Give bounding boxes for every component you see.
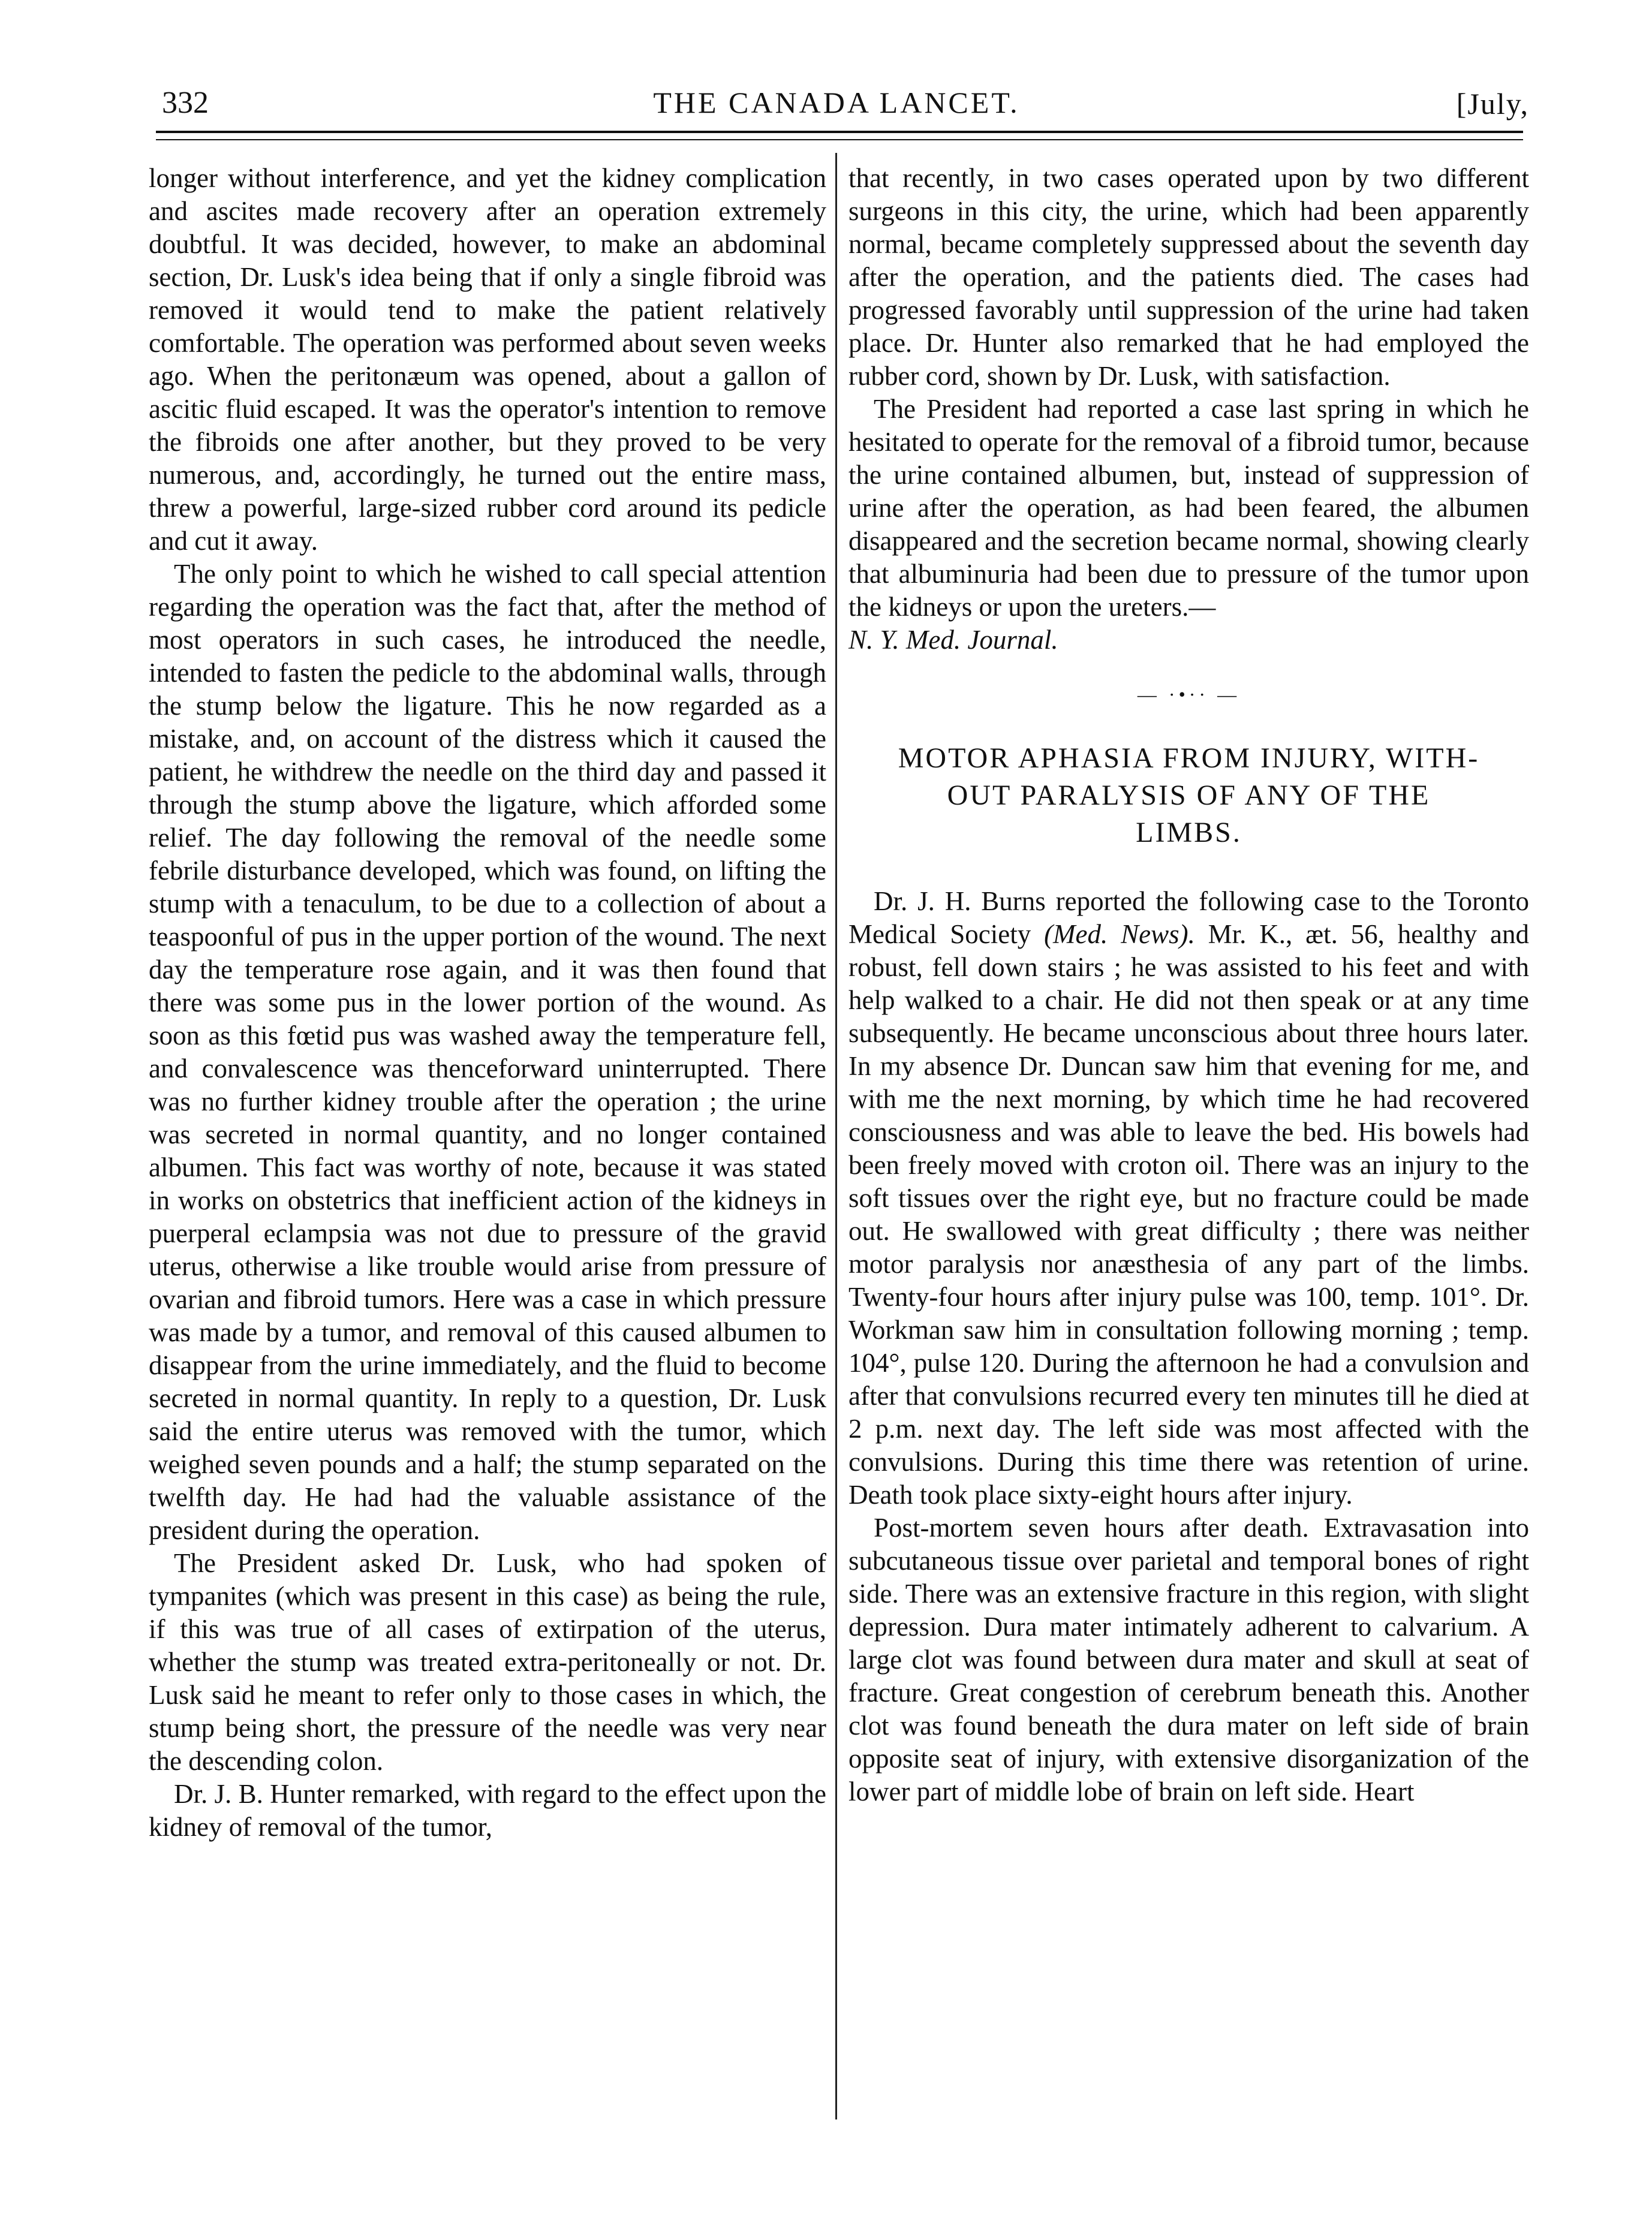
case-report-body: Mr. K., æt. 56, healthy and robust, fell down stairs ; he was assisted to his feet and with help walked to a chair. He did not then speak or at any time subsequently. He became unconscious about three hours later. In my absence Dr. Duncan saw him that evening for me, and with me the next morning, by which time he had recovered consciousness and was able to leave the bed. His bowels had been freely moved with croton oil. There was an injury to the soft tissues over the right eye, but no fracture could be made out. He swallowed with great difficulty ; there was neither motor paralysis nor anæsthesia of any part of the limbs. Twenty-four hours after injury pulse was 100, temp. 101°. Dr. Workman saw him in consultation following morning ; temp. 104°, pulse 120. During the afternoon he had a convulsion and after that convulsions recurred every ten minutes till he died at 2 p.m. next day. The left side was most affected with the convulsions. During this time there was retention of urine. Death took place sixty-eight hours after injury. [848,919,1529,1510]
post-mortem-paragraph: Post-mortem seven hours after death. Extravasation into subcutaneous tissue over parietal and temporal bones of right side. There was an extensive fracture in this region, with slight depression. Dura mater intimately adherent to calvarium. A large clot was found between dura mater and skull at seat of fracture. Great congestion of cerebrum beneath this. Another clot was found beneath the dura mater on left side of brain opposite seat of injury, with extensive disorganization of the lower part of middle lobe of brain on left side. Heart [848,1513,1529,1807]
article-title-line-3: LIMBS. [1136,817,1242,848]
right-column [848,162,1529,1808]
case-report-paragraph [848,885,1529,1512]
right-paragraph-1: that recently, in two cases operated upon by two different surgeons in this city, the urine, which had been apparently normal, became completely suppressed about the seventh day after the operation, and the patients died. The cases had progressed favorably until suppression of the urine had taken place. Dr. Hunter also remarked that he had employed the rubber cord, shown by Dr. Lusk, with satisfaction. [848,163,1529,391]
left-paragraph-2: The only point to which he wished to call special attention regarding the operation was the fact that, after the method of most operators in such cases, he introduced the needle, intended to fasten the pedicle to the abdominal walls, through the stump below the ligature. This he now regarded as a mistake, and, on account of the distress which it caused the patient, he withdrew the needle on the third day and passed it through the stump above the ligature, which afforded some relief. The day following the removal of the needle some febrile disturbance developed, which was found, on lifting the stump with a tenaculum, to be due to a collection of about a teaspoonful of pus in the upper portion of the wound. The next day the temperature rose again, and it was then found that there was some pus in the lower portion of the wound. As soon as this fœtid pus was washed away the temperature fell, and convalescence was thenceforward uninterrupted. There was no further kidney trouble after the operation ; the urine was secreted in normal quantity, and no longer contained albumen. This fact was worthy of note, because it was stated in works on obstetrics that inefficient action of the kidneys in puerperal eclampsia was not due to pressure of the gravid uterus, otherwise a like trouble would arise from pressure of ovarian and fibroid tumors. Here was a case in which pressure was made by a tumor, and removal of this caused albumen to disappear from the urine immediately, and the fluid to become secreted in normal quantity. In reply to a question, Dr. Lusk said the entire uterus was removed with the tumor, which weighed seven pounds and a half; the stump separated on the twelfth day. He had had the valuable assistance of the president during the operation. [149,559,826,1545]
source-citation: N. Y. Med. Journal. [848,625,1058,655]
left-column [149,162,826,1844]
header-rule-thin [156,139,1523,140]
article-title-line-1: MOTOR APHASIA FROM INJURY, WITH- [898,742,1480,774]
left-paragraph-4: Dr. J. B. Hunter remarked, with regard to the effect upon the kidney of removal of the tumor, [149,1779,826,1842]
page-number: 332 [162,86,209,120]
article-title-line-2: OUT PARALYSIS OF ANY OF THE [947,779,1431,811]
article-title [848,740,1529,851]
left-paragraph-1: longer without interference, and yet the kidney complication and ascites made recovery after an operation extremely doubtful. It was decided, however, to make an abdominal section, Dr. Lusk's idea being that if only a single fibroid was removed it would tend to make the patient relatively comfortable. The operation was performed about seven weeks ago. When the peritonæum was opened, about a gallon of ascitic fluid escaped. It was the operator's intention to remove the fibroids one after another, but they proved to be very numerous, and, accordingly, he turned out the entire mass, threw a powerful, large-sized rubber cord around its pedicle and cut it away. [149,163,826,556]
left-paragraph-3: The President asked Dr. Lusk, who had spoken of tympanites (which was present in this case) as being the rule, if this was true of all cases of extirpation of the uterus, whether the stump was treated extra-peritoneally or not. Dr. Lusk said he meant to refer only to those cases in which, the stump being short, the pressure of the needle was very near the descending colon. [149,1548,826,1776]
section-ornament: — ·•·· — [1137,684,1241,705]
right-paragraph-2-text: The President had reported a case last spring in which he hesitated to operate for the removal of a fibroid tumor, because the urine contained albumen, but, instead of suppression of urine after the operation, as had been feared, the albumen disappeared and the secretion became normal, showing clearly that albuminuria had been due to pressure of the tumor upon the kidneys or upon the ureters.— [848,394,1529,622]
issue-month: [July, [1456,87,1529,121]
journal-title: THE CANADA LANCET. [653,86,1020,119]
page-header [144,78,1529,126]
column-divider [835,153,837,2119]
case-report-source: (Med. News). [1044,919,1195,949]
header-rule-thick [156,131,1523,133]
case-report-intro: Dr. J. H. Burns reported the following case to the Toronto Medical Society [848,886,1529,949]
right-paragraph-2 [848,393,1529,657]
